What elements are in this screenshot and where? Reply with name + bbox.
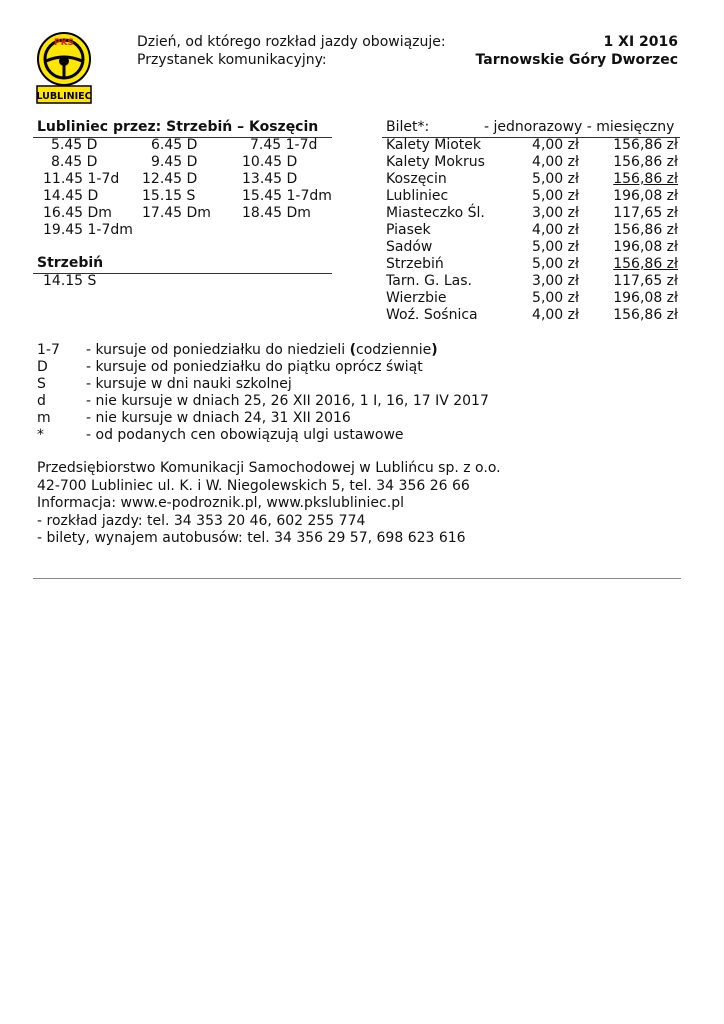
stop-value: Tarnowskie Góry Dworzec (475, 52, 678, 68)
price-row (0, 137, 724, 154)
route2-title: Strzebiń (37, 255, 104, 271)
legend-text: - kursuje w dni nauki szkolnej (86, 376, 292, 392)
route1-title: Lubliniec przez: Strzebiń – Koszęcin (37, 119, 319, 135)
logo-bottom-text: LUBLINIEC (36, 91, 92, 102)
monthly-ticket-price: 156,86 zł (613, 171, 678, 187)
legend-code: m (37, 410, 51, 426)
legend-text: - nie kursuje w dniach 24, 31 XII 2016 (86, 410, 351, 426)
single-ticket-price: 5,00 zł (532, 239, 579, 255)
single-ticket-price: 3,00 zł (532, 205, 579, 221)
ticket-types: - jednorazowy - miesięczny (484, 119, 675, 135)
monthly-ticket-price: 196,08 zł (613, 290, 678, 306)
stop-name: Kalety Miotek (386, 137, 481, 153)
departure-time: 6.45 D (151, 137, 198, 153)
legend-text: ( (349, 342, 356, 358)
stop-name: Piasek (386, 222, 431, 238)
price-row (0, 290, 724, 307)
departure-time: 7.45 1-7d (250, 137, 318, 153)
stop-name: Koszęcin (386, 171, 447, 187)
company-info-line: Informacja: www.e-podroznik.pl, www.pkslubliniec.pl (37, 495, 404, 511)
departure-time: 14.15 S (43, 273, 97, 289)
departure-time: 16.45 Dm (43, 205, 112, 221)
single-ticket-price: 5,00 zł (532, 188, 579, 204)
stop-name: Lubliniec (386, 188, 449, 204)
single-ticket-price: 5,00 zł (532, 256, 579, 272)
legend-text: - od podanych cen obowiązują ulgi ustawowe (86, 427, 404, 443)
departure-time: 15.45 1-7dm (242, 188, 332, 204)
price-row (0, 307, 724, 324)
departure-time: 11.45 1-7d (43, 171, 120, 187)
monthly-ticket-price: 156,86 zł (613, 307, 678, 323)
departure-time: 12.45 D (142, 171, 198, 187)
steering-wheel-icon (33, 31, 95, 105)
legend-description (86, 393, 489, 410)
single-ticket-price: 4,00 zł (532, 154, 579, 170)
company-info-line: 42-700 Lubliniec ul. K. i W. Niegolewskich 5, tel. 34 356 26 66 (37, 477, 470, 494)
legend-text: - nie kursuje w dniach 25, 26 XII 2016, 1 I, 16, 17 IV 2017 (86, 393, 489, 409)
logo-top-text: PKS (53, 38, 75, 48)
stop-name: Strzebiń (386, 256, 444, 272)
departure-time: 10.45 D (242, 154, 298, 170)
company-info-line: - rozkład jazdy: tel. 34 353 20 46, 602 255 774 (37, 512, 366, 529)
monthly-ticket-price: 156,86 zł (613, 154, 678, 170)
date-label: Dzień, od którego rozkład jazdy obowiązuje: (137, 34, 446, 50)
monthly-ticket-price: 156,86 zł (613, 256, 678, 272)
legend-text: - kursuje od poniedziałku do niedzieli (86, 342, 350, 358)
price-row (0, 273, 724, 290)
single-ticket-price: 3,00 zł (532, 273, 579, 289)
price-row (0, 154, 724, 171)
legend-description (86, 359, 423, 376)
company-info-line: Przedsiębiorstwo Komunikacji Samochodowej w Lublińcu sp. z o.o. (37, 460, 501, 476)
departure-time: 17.45 Dm (142, 205, 211, 221)
monthly-ticket-price: 196,08 zł (613, 188, 678, 204)
legend-text: ) (431, 342, 438, 358)
legend-description (86, 427, 404, 444)
departure-time: 19.45 1-7dm (43, 222, 133, 238)
legend-text: codziennie (356, 342, 432, 358)
date-value: 1 XI 2016 (603, 34, 678, 50)
single-ticket-price: 4,00 zł (532, 307, 579, 323)
stop-name: Tarn. G. Las. (386, 273, 472, 289)
legend-code: S (37, 376, 46, 392)
single-ticket-price: 5,00 zł (532, 171, 579, 187)
stop-label: Przystanek komunikacyjny: (137, 52, 327, 68)
departure-time: 18.45 Dm (242, 205, 311, 221)
legend-description (86, 342, 438, 359)
single-ticket-price: 4,00 zł (532, 222, 579, 238)
bottom-divider (33, 578, 681, 579)
company-info-line: - bilety, wynajem autobusów: tel. 34 356 29 57, 698 623 616 (37, 530, 466, 546)
stop-name: Miasteczko Śl. (386, 205, 485, 221)
departure-time: 15.15 S (142, 188, 196, 204)
departure-time: 14.45 D (43, 188, 99, 204)
monthly-ticket-price: 156,86 zł (613, 222, 678, 238)
legend-description (86, 410, 351, 427)
departure-time: 8.45 D (51, 154, 98, 170)
legend-code: D (37, 359, 48, 375)
price-row (0, 188, 724, 205)
stop-name: Sadów (386, 239, 433, 255)
price-row (0, 205, 724, 222)
price-row (0, 171, 724, 188)
price-row (0, 256, 724, 273)
ticket-label: Bilet*: (386, 119, 430, 135)
company-logo (33, 31, 95, 105)
legend-code: d (37, 393, 46, 409)
stop-name: Wierzbie (386, 290, 447, 306)
departure-time: 5.45 D (51, 137, 98, 153)
monthly-ticket-price: 117,65 zł (613, 205, 678, 221)
legend-description (86, 376, 292, 393)
legend-code: * (37, 427, 44, 443)
legend-code: 1-7 (37, 342, 60, 358)
stop-name: Woź. Sośnica (386, 307, 478, 323)
monthly-ticket-price: 156,86 zł (613, 137, 678, 153)
departure-time: 13.45 D (242, 171, 298, 187)
departure-time: 9.45 D (151, 154, 198, 170)
single-ticket-price: 5,00 zł (532, 290, 579, 306)
monthly-ticket-price: 117,65 zł (613, 273, 678, 289)
price-row (0, 239, 724, 256)
stop-name: Kalety Mokrus (386, 154, 485, 170)
single-ticket-price: 4,00 zł (532, 137, 579, 153)
monthly-ticket-price: 196,08 zł (613, 239, 678, 255)
legend-text: - kursuje od poniedziałku do piątku oprócz świąt (86, 359, 423, 375)
price-row (0, 222, 724, 239)
